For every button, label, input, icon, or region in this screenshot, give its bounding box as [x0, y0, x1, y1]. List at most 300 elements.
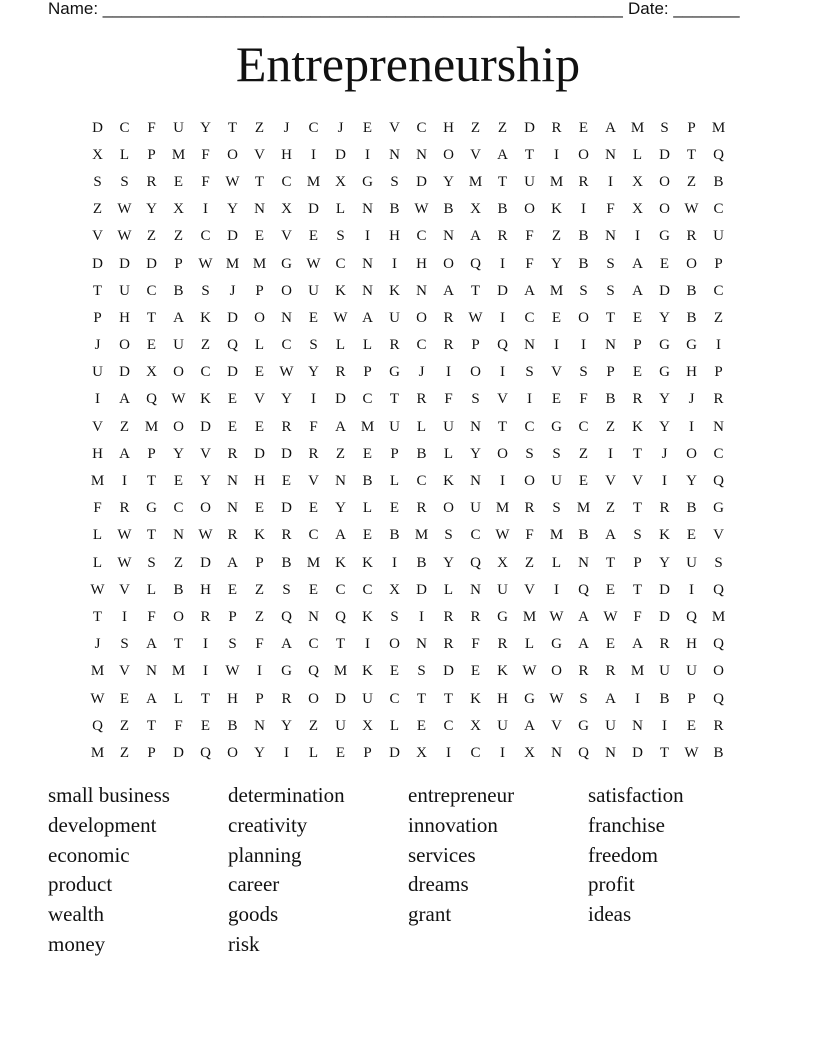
grid-letter: G	[686, 337, 697, 354]
grid-letter: D	[227, 309, 238, 326]
grid-letter: Y	[281, 391, 292, 408]
grid-letter: M	[144, 418, 159, 435]
grid-letter: W	[171, 391, 186, 408]
grid-letter: A	[605, 119, 616, 136]
grid-letter: U	[551, 473, 562, 490]
grid-letter: E	[470, 663, 481, 680]
grid-letter: R	[443, 636, 454, 653]
grid-letter: H	[254, 473, 265, 490]
grid-letter: Z	[146, 228, 157, 245]
grid-letter: T	[524, 146, 535, 163]
grid-letter: U	[308, 282, 319, 299]
grid-letter: S	[120, 636, 129, 653]
grid-letter: C	[200, 364, 211, 381]
grid-letter: C	[308, 527, 319, 544]
grid-letter: E	[362, 527, 373, 544]
grid-letter: U	[470, 500, 481, 517]
grid-letter: H	[389, 228, 400, 245]
word-list-item: dreams	[408, 872, 469, 897]
grid-letter: O	[713, 663, 724, 680]
grid-letter: S	[714, 554, 723, 571]
grid-letter: O	[443, 255, 454, 272]
grid-letter: U	[686, 663, 697, 680]
grid-letter: D	[659, 146, 670, 163]
grid-letter: N	[362, 282, 373, 299]
grid-letter: L	[146, 581, 157, 598]
grid-letter: E	[308, 581, 319, 598]
grid-letter: F	[471, 636, 480, 653]
grid-letter: A	[578, 636, 589, 653]
grid-letter: R	[713, 391, 724, 408]
grid-letter: U	[389, 309, 400, 326]
grid-letter: C	[713, 201, 724, 218]
grid-letter: F	[201, 173, 210, 190]
grid-letter: N	[227, 473, 238, 490]
grid-letter: B	[659, 690, 670, 707]
grid-letter: N	[362, 201, 373, 218]
grid-letter: V	[389, 119, 400, 136]
grid-letter: G	[146, 500, 157, 517]
grid-letter: T	[389, 391, 400, 408]
grid-letter: B	[578, 255, 589, 272]
grid-letter: D	[119, 364, 130, 381]
grid-letter: G	[497, 608, 508, 625]
grid-letter: V	[497, 391, 508, 408]
grid-letter: C	[173, 500, 184, 517]
grid-letter: N	[254, 717, 265, 734]
grid-letter: Y	[146, 201, 157, 218]
grid-letter: Z	[119, 744, 130, 761]
grid-letter: Q	[713, 473, 724, 490]
grid-letter: A	[146, 636, 157, 653]
grid-letter: C	[119, 119, 130, 136]
grid-letter: R	[686, 228, 697, 245]
grid-letter: D	[254, 445, 265, 462]
date-field-label[interactable]: Date: _______	[628, 0, 740, 18]
grid-letter: Q	[578, 581, 589, 598]
grid-letter: K	[632, 418, 643, 435]
word-list-item: wealth	[48, 902, 104, 927]
grid-letter: I	[554, 337, 559, 354]
grid-letter: E	[632, 364, 643, 381]
grid-letter: B	[416, 554, 427, 571]
grid-letter: R	[632, 391, 643, 408]
grid-letter: G	[659, 364, 670, 381]
grid-letter: T	[146, 717, 157, 734]
grid-letter: O	[119, 337, 130, 354]
grid-letter: L	[308, 744, 319, 761]
grid-letter: S	[390, 608, 399, 625]
grid-letter: X	[335, 173, 346, 190]
grid-letter: E	[686, 527, 697, 544]
grid-letter: E	[551, 309, 562, 326]
grid-letter: M	[630, 119, 645, 136]
grid-letter: W	[117, 228, 132, 245]
grid-letter: S	[417, 663, 426, 680]
grid-letter: U	[119, 282, 130, 299]
grid-letter: B	[578, 527, 589, 544]
grid-letter: E	[227, 581, 238, 598]
word-list-item: creativity	[228, 812, 308, 837]
grid-letter: C	[335, 581, 346, 598]
grid-letter: S	[120, 173, 129, 190]
grid-letter: D	[92, 255, 103, 272]
grid-letter: E	[308, 500, 319, 517]
grid-letter: D	[227, 228, 238, 245]
grid-letter: D	[200, 554, 211, 571]
grid-letter: T	[92, 608, 103, 625]
grid-letter: W	[333, 309, 348, 326]
grid-row	[84, 413, 732, 440]
grid-letter: W	[117, 554, 132, 571]
grid-letter: F	[309, 418, 318, 435]
grid-letter: Q	[713, 690, 724, 707]
grid-letter: J	[283, 119, 290, 136]
grid-letter: R	[416, 391, 427, 408]
grid-letter: E	[416, 717, 427, 734]
grid-row	[84, 631, 732, 658]
grid-letter: O	[578, 146, 589, 163]
grid-letter: J	[229, 282, 236, 299]
grid-letter: I	[581, 337, 586, 354]
grid-letter: C	[146, 282, 157, 299]
grid-letter: N	[389, 146, 400, 163]
grid-letter: N	[254, 201, 265, 218]
grid-letter: L	[551, 554, 562, 571]
grid-letter: I	[311, 391, 316, 408]
grid-letter: V	[92, 418, 103, 435]
grid-letter: A	[632, 282, 643, 299]
grid-letter: I	[635, 228, 640, 245]
grid-letter: E	[551, 391, 562, 408]
grid-letter: D	[227, 364, 238, 381]
grid-letter: T	[92, 282, 103, 299]
grid-letter: O	[659, 201, 670, 218]
grid-letter: F	[147, 608, 156, 625]
grid-letter: M	[549, 282, 564, 299]
grid-letter: X	[146, 364, 157, 381]
grid-letter: W	[117, 201, 132, 218]
grid-letter: M	[306, 173, 321, 190]
grid-letter: P	[147, 744, 156, 761]
grid-letter: K	[200, 391, 211, 408]
grid-letter: S	[552, 445, 561, 462]
grid-letter: Q	[713, 636, 724, 653]
grid-letter: O	[578, 309, 589, 326]
grid-letter: V	[551, 717, 562, 734]
grid-letter: D	[443, 663, 454, 680]
grid-letter: C	[389, 690, 400, 707]
grid-letter: R	[227, 527, 238, 544]
grid-letter: I	[608, 173, 613, 190]
grid-letter: L	[416, 418, 427, 435]
grid-row	[84, 250, 732, 277]
word-list-item: development	[48, 812, 157, 837]
grid-letter: S	[93, 173, 102, 190]
grid-letter: F	[606, 201, 615, 218]
grid-letter: P	[93, 309, 102, 326]
grid-letter: R	[497, 636, 508, 653]
grid-letter: D	[389, 744, 400, 761]
grid-row	[84, 522, 732, 549]
grid-letter: K	[362, 663, 373, 680]
grid-letter: Y	[659, 418, 670, 435]
grid-letter: F	[525, 527, 534, 544]
grid-letter: P	[714, 255, 723, 272]
grid-letter: M	[171, 663, 186, 680]
word-list-item: satisfaction	[588, 783, 684, 807]
grid-letter: V	[524, 581, 535, 598]
word-list-item: goods	[228, 902, 279, 927]
grid-letter: R	[470, 608, 481, 625]
grid-letter: F	[525, 228, 534, 245]
grid-letter: K	[254, 527, 265, 544]
grid-letter: A	[119, 391, 130, 408]
grid-letter: Z	[254, 119, 265, 136]
word-search-grid	[84, 114, 732, 767]
grid-letter: S	[201, 282, 210, 299]
grid-letter: O	[173, 608, 184, 625]
grid-letter: P	[255, 282, 264, 299]
grid-letter: M	[549, 527, 564, 544]
grid-letter: V	[551, 364, 562, 381]
grid-letter: A	[470, 228, 481, 245]
grid-letter: I	[392, 554, 397, 571]
grid-letter: Z	[173, 228, 184, 245]
grid-letter: A	[119, 445, 130, 462]
grid-letter: H	[416, 255, 427, 272]
grid-letter: Z	[119, 717, 130, 734]
grid-letter: I	[716, 337, 721, 354]
word-list-item: risk	[228, 931, 260, 956]
grid-letter: T	[470, 282, 481, 299]
word-list-item: grant	[408, 902, 452, 927]
grid-letter: D	[308, 201, 319, 218]
grid-letter: R	[659, 636, 670, 653]
grid-letter: S	[228, 636, 237, 653]
grid-letter: R	[443, 309, 454, 326]
grid-letter: R	[551, 119, 562, 136]
grid-letter: I	[608, 445, 613, 462]
grid-letter: Q	[686, 608, 697, 625]
grid-letter: T	[254, 173, 265, 190]
grid-letter: Z	[254, 608, 265, 625]
grid-letter: Y	[659, 309, 670, 326]
grid-letter: Z	[686, 173, 697, 190]
grid-letter: Q	[92, 717, 103, 734]
word-list-item: franchise	[588, 812, 665, 837]
grid-letter: L	[389, 717, 400, 734]
grid-letter: Z	[335, 445, 346, 462]
grid-letter: G	[659, 337, 670, 354]
grid-letter: X	[470, 201, 481, 218]
grid-letter: M	[549, 173, 564, 190]
grid-letter: W	[198, 527, 213, 544]
grid-letter: W	[414, 201, 429, 218]
grid-letter: E	[173, 473, 184, 490]
grid-letter: Y	[227, 201, 238, 218]
grid-letter: T	[146, 309, 157, 326]
grid-letter: D	[659, 608, 670, 625]
grid-letter: N	[335, 473, 346, 490]
grid-letter: B	[281, 554, 292, 571]
word-column	[588, 781, 768, 960]
grid-letter: A	[632, 255, 643, 272]
grid-letter: W	[225, 663, 240, 680]
grid-letter: N	[227, 500, 238, 517]
grid-letter: Q	[713, 146, 724, 163]
grid-letter: R	[578, 663, 589, 680]
grid-letter: Q	[227, 337, 238, 354]
grid-letter: S	[606, 282, 615, 299]
grid-letter: M	[576, 500, 591, 517]
grid-letter: J	[94, 636, 101, 653]
grid-letter: V	[119, 663, 130, 680]
grid-letter: I	[662, 473, 667, 490]
grid-letter: T	[200, 690, 211, 707]
grid-letter: Y	[308, 364, 319, 381]
grid-letter: E	[362, 119, 373, 136]
grid-letter: R	[605, 663, 616, 680]
grid-letter: K	[551, 201, 562, 218]
grid-letter: X	[632, 201, 643, 218]
grid-letter: O	[416, 309, 427, 326]
grid-letter: S	[606, 255, 615, 272]
grid-letter: J	[337, 119, 344, 136]
grid-letter: R	[281, 690, 292, 707]
grid-letter: H	[227, 690, 238, 707]
grid-letter: N	[605, 337, 616, 354]
grid-letter: D	[524, 119, 535, 136]
grid-letter: I	[365, 636, 370, 653]
grid-letter: B	[362, 473, 373, 490]
grid-letter: F	[255, 636, 264, 653]
grid-letter: T	[659, 744, 670, 761]
grid-letter: W	[549, 608, 564, 625]
grid-letter: D	[200, 418, 211, 435]
grid-letter: P	[633, 554, 642, 571]
grid-letter: O	[524, 201, 535, 218]
grid-letter: E	[389, 663, 400, 680]
grid-row	[84, 223, 732, 250]
grid-letter: U	[659, 663, 670, 680]
grid-letter: B	[173, 282, 184, 299]
grid-letter: W	[495, 527, 510, 544]
grid-letter: N	[362, 255, 373, 272]
grid-letter: R	[227, 445, 238, 462]
grid-letter: M	[252, 255, 267, 272]
word-column	[408, 781, 588, 960]
grid-letter: B	[173, 581, 184, 598]
grid-letter: L	[92, 554, 103, 571]
grid-letter: A	[578, 608, 589, 625]
grid-letter: L	[119, 146, 130, 163]
grid-letter: N	[605, 228, 616, 245]
grid-letter: V	[470, 146, 481, 163]
grid-row	[84, 603, 732, 630]
grid-letter: N	[632, 717, 643, 734]
grid-letter: T	[605, 554, 616, 571]
word-list-item: freedom	[588, 842, 658, 867]
grid-letter: V	[119, 581, 130, 598]
grid-row	[84, 495, 732, 522]
grid-letter: B	[389, 201, 400, 218]
grid-letter: G	[281, 255, 292, 272]
grid-letter: L	[335, 337, 346, 354]
name-field-label[interactable]: Name: _______________________________________________________	[48, 0, 623, 18]
grid-letter: R	[146, 173, 157, 190]
grid-letter: L	[443, 445, 454, 462]
grid-letter: Z	[173, 554, 184, 571]
grid-letter: Z	[578, 445, 589, 462]
grid-letter: M	[630, 663, 645, 680]
grid-letter: G	[281, 663, 292, 680]
grid-letter: I	[527, 391, 532, 408]
grid-letter: Y	[335, 500, 346, 517]
grid-letter: D	[335, 146, 346, 163]
grid-letter: Z	[470, 119, 481, 136]
grid-letter: G	[659, 228, 670, 245]
grid-letter: T	[173, 636, 184, 653]
grid-letter: M	[171, 146, 186, 163]
grid-letter: N	[416, 636, 427, 653]
grid-letter: A	[497, 146, 508, 163]
grid-letter: A	[524, 717, 535, 734]
grid-letter: N	[173, 527, 184, 544]
grid-letter: S	[579, 690, 588, 707]
grid-letter: E	[173, 173, 184, 190]
grid-letter: P	[687, 690, 696, 707]
grid-letter: X	[470, 717, 481, 734]
grid-letter: C	[524, 418, 535, 435]
grid-letter: I	[689, 418, 694, 435]
grid-letter: Q	[470, 554, 481, 571]
grid-letter: N	[443, 228, 454, 245]
grid-letter: K	[200, 309, 211, 326]
grid-letter: Y	[443, 554, 454, 571]
grid-letter: R	[443, 608, 454, 625]
grid-letter: P	[147, 146, 156, 163]
grid-letter: X	[389, 581, 400, 598]
grid-letter: E	[119, 690, 130, 707]
grid-letter: E	[308, 309, 319, 326]
grid-letter: I	[122, 473, 127, 490]
grid-letter: U	[173, 337, 184, 354]
grid-letter: J	[94, 337, 101, 354]
grid-letter: X	[173, 201, 184, 218]
grid-row	[84, 739, 732, 766]
grid-letter: B	[686, 500, 697, 517]
grid-row	[84, 359, 732, 386]
grid-letter: B	[497, 201, 508, 218]
grid-letter: W	[603, 608, 618, 625]
grid-letter: N	[416, 146, 427, 163]
grid-letter: C	[416, 473, 427, 490]
grid-letter: U	[524, 173, 535, 190]
grid-letter: X	[497, 554, 508, 571]
grid-letter: T	[497, 418, 508, 435]
grid-letter: E	[146, 337, 157, 354]
grid-letter: C	[443, 717, 454, 734]
grid-letter: R	[497, 228, 508, 245]
grid-letter: W	[684, 201, 699, 218]
grid-letter: O	[200, 500, 211, 517]
grid-letter: L	[632, 146, 643, 163]
grid-letter: C	[416, 337, 427, 354]
grid-letter: A	[605, 527, 616, 544]
grid-letter: K	[389, 282, 400, 299]
grid-letter: Y	[659, 391, 670, 408]
